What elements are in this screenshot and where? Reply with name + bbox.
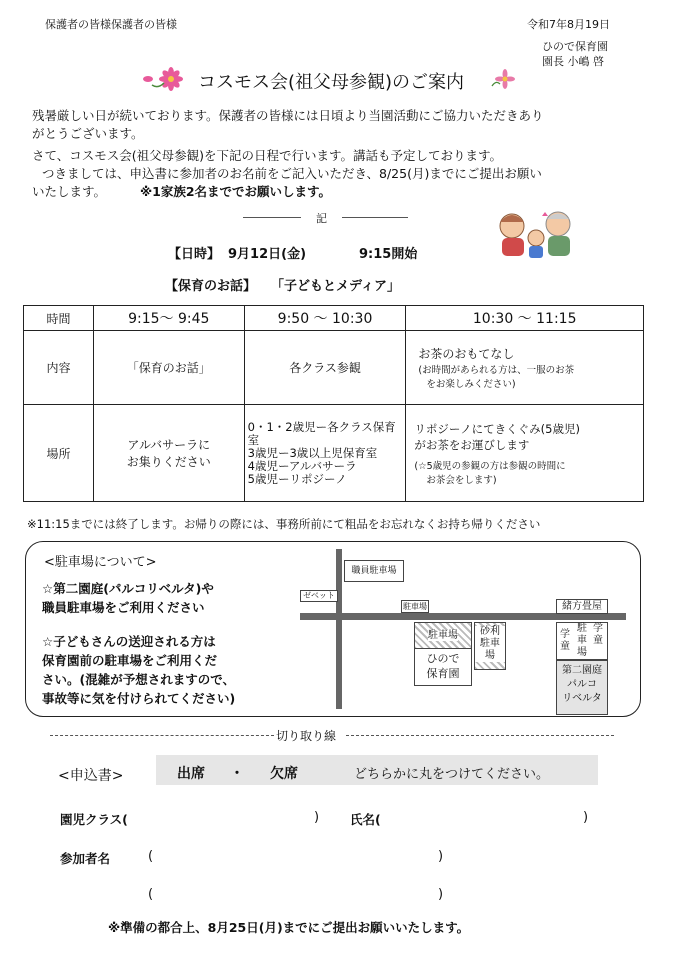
intro-line: いたします。 xyxy=(32,184,107,199)
place-line: 5歳児ーリポジーノ xyxy=(247,471,347,486)
place-classes xyxy=(244,405,406,502)
place-line: お集りください xyxy=(126,455,211,469)
schedule-place-row xyxy=(24,405,644,502)
place-riposino xyxy=(406,405,644,502)
road-vertical xyxy=(336,549,342,709)
intro-line: がとうございます。 xyxy=(32,126,144,141)
cut-line-label: 切り取り線 xyxy=(276,729,337,743)
recipient: 保護者の皆様保護者の皆様 xyxy=(45,18,177,31)
gakudo-char: 学 xyxy=(593,623,603,634)
gakudo-box xyxy=(556,622,608,660)
place-gather xyxy=(93,405,244,502)
time-cell: 10:30 ～ 11:15 xyxy=(406,306,644,331)
divider xyxy=(243,217,301,218)
second-yard-box xyxy=(556,660,608,715)
paren-close: ) xyxy=(583,810,589,825)
schedule-time-row xyxy=(24,306,644,331)
parking-heading: <駐車場について> xyxy=(44,555,157,570)
main-parking-label: 駐車場 xyxy=(428,630,458,641)
ki-mark: 記 xyxy=(316,212,327,225)
schedule-content-row xyxy=(24,331,644,405)
event-date: 9月12日(金) xyxy=(228,247,307,262)
talk-title: 「子どもとメディア」 xyxy=(271,279,400,294)
attend-option[interactable]: 出席 xyxy=(177,766,205,782)
page-title: コスモス会(祖父母参観)のご案内 xyxy=(198,72,465,93)
gakudo-char: 童 xyxy=(560,641,570,652)
intro-line: つきましては、申込書に参加者のお名前をご記入いただき、8/25(月)までにご提出お願い xyxy=(42,166,542,181)
org-name: ひので保育園 xyxy=(542,40,608,53)
parking-text: さい。(混雑が予想されますので、 xyxy=(42,672,235,687)
issue-date: 令和7年8月19日 xyxy=(527,18,610,31)
main-parking-box xyxy=(414,622,472,650)
tea-note: (お時間があられる方は、一服のお茶 xyxy=(418,365,575,376)
intro-line: 残暑厳しい日が続いております。保護者の皆様には日頃より当園活動にご協力いただきあり xyxy=(32,108,544,123)
place-line: リポジーノにてきくぐみ(5歳児) xyxy=(414,421,580,436)
child-name-field[interactable] xyxy=(390,808,575,826)
gakudo-col xyxy=(593,623,603,647)
gakudo-char: 駐 xyxy=(577,623,587,634)
nursery-label: ひので xyxy=(426,652,460,665)
paren-close: ) xyxy=(438,849,444,864)
second-yard-label: リベルタ xyxy=(562,693,602,704)
place-line: 0・1・2歳児ー各クラス保育室 xyxy=(247,419,396,447)
place-note: (☆5歳児の参観の方は参観の時間に xyxy=(414,460,566,472)
participant-1-field[interactable] xyxy=(162,847,432,865)
place-line: 3歳児ー3歳以上児保育室 xyxy=(247,445,378,460)
tea-note: をお楽しみください) xyxy=(426,379,516,390)
cosmos-flower-icon xyxy=(488,68,522,90)
cut-line xyxy=(346,735,614,736)
class-label: 園児クラス( xyxy=(60,812,128,827)
staff-parking-box: 職員駐車場 xyxy=(344,560,404,582)
participants-label: 参加者名 xyxy=(60,851,111,866)
gravel-label: 場 xyxy=(475,650,505,662)
parking-text: 保育園前の駐車場をご利用くだ xyxy=(42,653,218,668)
small-parking-box: 駐車場 xyxy=(403,602,427,611)
end-note: ※11:15までには終了します。お帰りの際には、事務所前にて粗品をお忘れなくお持ち帰りください xyxy=(27,517,541,531)
gakudo-char: 童 xyxy=(593,635,603,646)
parking-text: ☆第二園庭(パルコリベルタ)や xyxy=(42,581,214,596)
paren-close: ) xyxy=(314,810,320,825)
talk-label: 【保育のお話】 xyxy=(165,279,257,294)
family-limit-note: ※1家族2名まででお願いします。 xyxy=(140,184,332,199)
event-time: 9:15開始 xyxy=(359,247,418,262)
gakudo-char: 学 xyxy=(560,629,570,640)
zebet-box: ゼベット xyxy=(300,590,338,602)
gravel-label: 砂利 xyxy=(475,626,505,638)
gakudo-col xyxy=(577,623,587,659)
gakudo-col xyxy=(560,629,570,653)
row-label-place: 場所 xyxy=(24,405,94,502)
nursery-box xyxy=(414,648,472,686)
road-horizontal xyxy=(300,613,626,620)
date-label: 【日時】 xyxy=(168,247,221,262)
divider xyxy=(342,217,408,218)
cosmos-flower-icon xyxy=(138,65,188,91)
participant-2-field[interactable] xyxy=(162,885,432,903)
content-tea xyxy=(406,331,644,405)
gakudo-char: 場 xyxy=(577,647,587,658)
parking-text: 事故等に気を付けられてください) xyxy=(42,691,236,706)
option-separator: ・ xyxy=(230,766,244,782)
attendance-instruction: どちらかに丸をつけてください。 xyxy=(354,767,550,782)
place-note: お茶会をします) xyxy=(426,474,497,486)
time-cell: 9:50 ～ 10:30 xyxy=(244,306,406,331)
content-observation: 各クラス参観 xyxy=(244,331,406,405)
content-talk: 「保育のお話」 xyxy=(93,331,244,405)
paren-close: ) xyxy=(438,887,444,902)
place-line: アルバサーラに xyxy=(127,438,211,452)
place-line: がお茶をお運びします xyxy=(414,437,530,452)
second-yard-label: パルコ xyxy=(567,679,597,690)
tea-title: お茶のおもてなし xyxy=(418,347,515,361)
cut-line xyxy=(50,735,274,736)
name-label: 氏名( xyxy=(350,812,381,827)
place-line: 4歳児ーアルバサーラ xyxy=(247,458,357,473)
ogata-box: 緒方畳屋 xyxy=(556,599,608,614)
row-label-time: 時間 xyxy=(24,306,94,331)
class-field[interactable] xyxy=(150,808,310,826)
paren-open: ( xyxy=(148,887,154,902)
absent-option[interactable]: 欠席 xyxy=(270,766,298,782)
intro-line: さて、コスモス会(祖父母参観)を下記の日程で行います。講話も予定しております。 xyxy=(32,148,503,163)
deadline-note: ※準備の都合上、8月25日(月)までにご提出お願いいたします。 xyxy=(108,920,470,935)
schedule-table xyxy=(23,305,644,502)
grandparents-illustration xyxy=(492,206,582,258)
form-title: <申込書> xyxy=(58,768,124,784)
parking-text: 職員駐車場をご利用ください xyxy=(42,600,205,615)
nursery-label: 保育園 xyxy=(426,667,460,680)
principal-name: 園長 小嶋 啓 xyxy=(542,55,604,68)
paren-open: ( xyxy=(148,849,154,864)
gravel-label: 駐車 xyxy=(475,638,505,650)
gakudo-char: 車 xyxy=(577,635,587,646)
second-yard-label: 第二園庭 xyxy=(562,665,602,676)
time-cell: 9:15～ 9:45 xyxy=(93,306,244,331)
gravel-parking-box xyxy=(474,622,506,670)
row-label-content: 内容 xyxy=(24,331,94,405)
parking-text: ☆子どもさんの送迎される方は xyxy=(42,634,216,649)
